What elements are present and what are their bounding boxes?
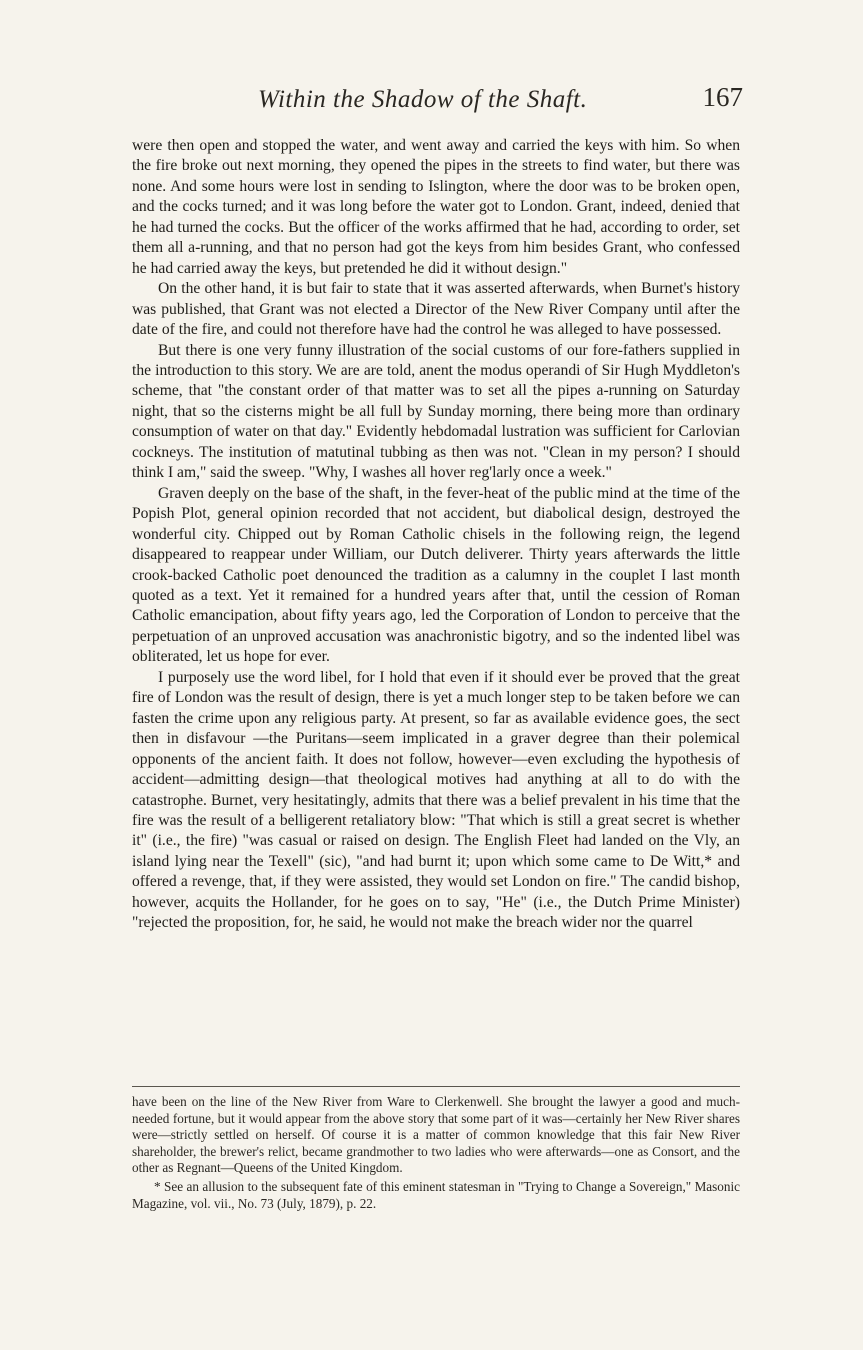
footnote-asterisk: * See an allusion to the subsequent fate of this eminent statesman in "Trying to Change a Sovereign," Masonic Magazine, vol. vii., No. 73 (July, 1879), p. 22.	[132, 1178, 740, 1211]
paragraph-1: were then open and stopped the water, and went away and carried the keys with him. So when the fire broke out next morning, they opened the pipes in the streets to find water, but there was none. And some hours were lost in sending to Islington, where the door was to be broken open, and the cocks turned; and it was long before the water got to London. Grant, indeed, denied that he had turned the cocks. But the officer of the works affirmed that he had, according to order, set them all a-running, and that no person had got the keys from him besides Grant, who confessed he had carried away the keys, but pretended he did it without design."	[132, 137, 740, 277]
paragraph-5: I purposely use the word libel, for I hold that even if it should ever be proved that the great fire of London was the result of design, there is yet a much longer step to be taken before we can fasten the crime upon any religious party. At present, so far as available evidence goes, the sect then in disfavour —the Puritans—seem implicated in a graver degree than their polemical opponents of the ancient faith. It does not follow, however—even excluding the hypothesis of accident—admitting design—that theological motives had anything at all to do with the catastrophe. Burnet, very hesitatingly, admits that there was a belief prevalent in his time that the fire was the result of a belligerent retaliatory blow: "That which is still a great secret is whether it" (i.e., the fire) "was casual or raised on design. The English Fleet had landed on the Vly, an island lying near the Texell" (sic), "and had burnt it; upon which some came to De Witt,* and offered a revenge, that, if they were assisted, they would set London on fire." The candid bishop, however, acquits the Hollander, for he goes on to say, "He" (i.e., the Dutch Prime Minister) "rejected the proposition, for, he said, he would not make the breach wider nor the quarrel	[132, 668, 740, 932]
main-text	[132, 136, 740, 934]
footnotes	[132, 1094, 740, 1212]
paragraph-2: On the other hand, it is but fair to state that it was asserted afterwards, when Burnet's history was published, that Grant was not elected a Director of the New River Company until after the date of the fire, and could not therefore have had the control he was alleged to have possessed.	[132, 280, 740, 339]
footnote-divider	[132, 1086, 740, 1087]
footnote-continuation: have been on the line of the New River from Ware to Clerkenwell. She brought the lawyer a good and much-needed fortune, but it would appear from the above story that some part of it was—certainly her New River shares were—strictly settled on herself. Of course it is a matter of common knowledge that this fair New River shareholder, the brewer's relict, became grandmother to two ladies who were afterwards—one as Consort, and the other as Regnant—Queens of the United Kingdom.	[132, 1094, 740, 1176]
paragraph-4: Graven deeply on the base of the shaft, in the fever-heat of the public mind at the time of the Popish Plot, general opinion recorded that not accident, but diabolical design, destroyed the wonderful city. Chipped out by Roman Catholic chisels in the following reign, the legend disappeared to reappear under William, our Dutch deliverer. Thirty years afterwards the little crook-backed Catholic poet denounced the tradition as a calumny in the couplet I last month quoted as a text. Yet it remained for a hundred years after that, until the cession of Roman Catholic emancipation, about fifty years ago, led the Corporation of London to perceive that the perpetuation of an unproved accusation was anachronistic bigotry, and so the indented libel was obliterated, let us hope for ever.	[132, 484, 740, 666]
running-title: Within the Shadow of the Shaft.	[258, 86, 588, 113]
page-number: 167	[702, 82, 743, 112]
page-header	[130, 82, 743, 122]
paragraph-3: But there is one very funny illustration of the social customs of our fore-fathers supplied in the introduction to this story. We are are told, anent the modus operandi of Sir Hugh Myddleton's scheme, that "the constant order of that matter was to set all the pipes a-running on Saturday night, that so the cisterns might be all full by Sunday morning, there being more than ordinary consumption of water on that day." Evidently hebdomadal lustration was sufficient for Carlovian cockneys. The institution of matutinal tubbing as then was not. "Clean in my person? I should think I am," said the sweep. "Why, I washes all hover reg'larly once a week."	[132, 341, 740, 482]
